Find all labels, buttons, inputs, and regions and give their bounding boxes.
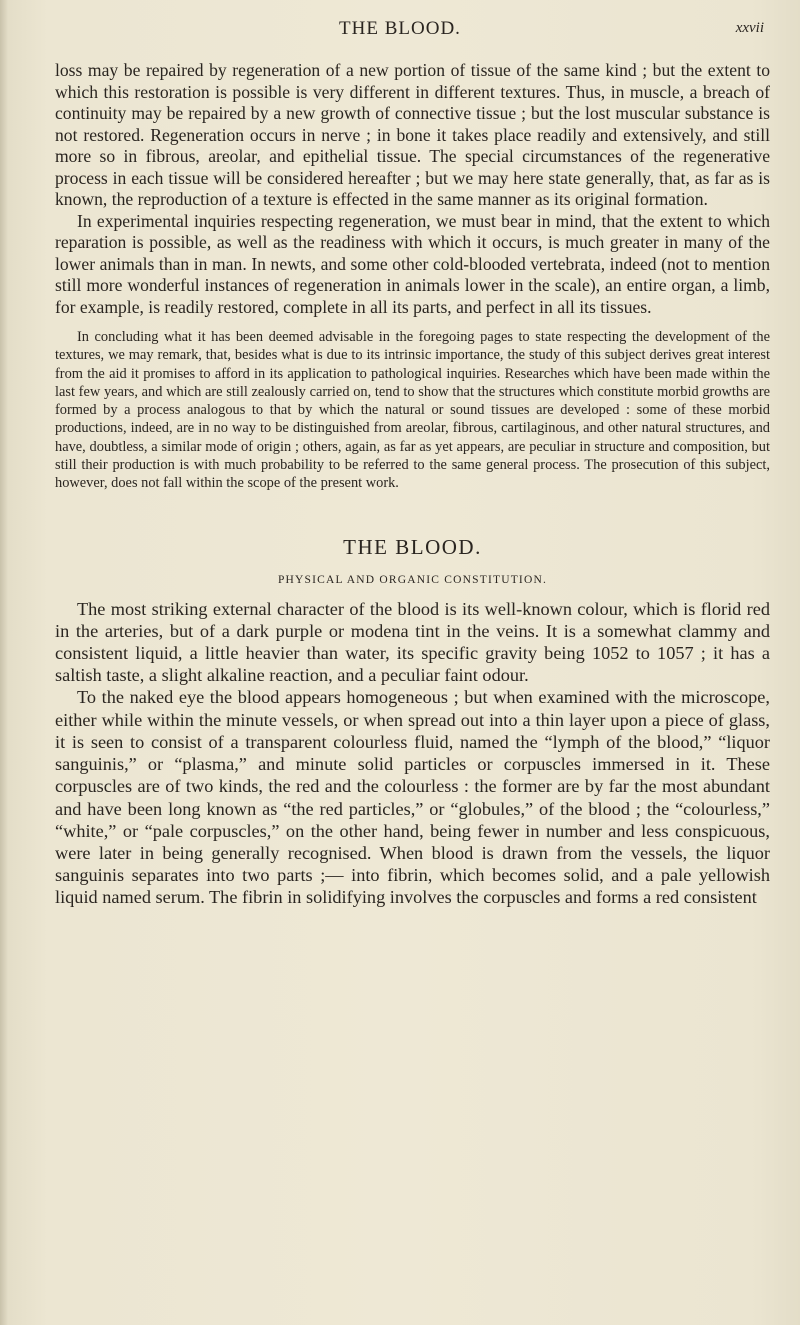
running-head bbox=[0, 18, 800, 48]
running-head-title: THE BLOOD. bbox=[339, 18, 461, 39]
page-gutter-shadow bbox=[0, 0, 8, 1325]
body-paragraph: The most striking external character of the blood is its well-known colour, which is florid red in the arteries, but of a dark purple or modena tint in the veins. It is a somewhat clammy and consistent liquid, a little heavier than water, its specific gravity being 1052 to 1057 ; it has a saltish taste, a slight alkaline reaction, and a peculiar faint odour. bbox=[55, 598, 770, 686]
section-subtitle: PHYSICAL AND ORGANIC CONSTITUTION. bbox=[277, 573, 548, 586]
page-content bbox=[55, 60, 770, 909]
body-paragraph: To the naked eye the blood appears homogeneous ; but when examined with the microscope, either while within the minute vessels, or when spread out into a thin layer upon a piece of glass, it is seen to consist of a transparent colourless fluid, named the “lymph of the blood,” “liquor sanguinis,” or “plasma,” and minute solid particles or corpuscles immersed in it. These corpuscles are of two kinds, the red and the colourless : the former are by far the most abundant and have been long known as “the red particles,” or “globules,” of the blood ; the “colourless,” “white,” or “pale corpuscles,” on the other hand, being fewer in number and less conspicuous, were later in being generally recognised. When blood is drawn from the vessels, the liquor sanguinis separates into two parts ;— into fibrin, which becomes solid, and a pale yellowish liquid named serum. The fibrin in solidifying involves the corpuscles and forms a red consistent bbox=[55, 687, 770, 908]
small-print-paragraph: In concluding what it has been deemed advisable in the foregoing pages to state respecting the development of the textures, we may remark, that, besides what is due to its intrinsic importance, the study of this subject derives great interest from the aid it promises to afford in its application to pathological inquiries. Researches which have been made within the last few years, and which are still zealously carried on, tend to show that the structures which constitute morbid growths are formed by a process analogous to that by which the natural or sound tissues are developed : some of these morbid productions, indeed, are in no way to be distinguished from areolar, fibrous, cartilaginous, and other natural structures, and have, doubtless, a similar mode of origin ; others, again, as far as yet appears, are peculiar in structure and composition, but still their production is with much probability to be referred to the same general process. The prosecution of this subject, however, does not fall within the scope of the present work. bbox=[55, 329, 770, 492]
page-number: xxvii bbox=[735, 20, 764, 36]
section-body bbox=[55, 598, 770, 909]
body-paragraph: loss may be repaired by regeneration of a new portion of tissue of the same kind ; but the extent to which this restoration is possible is very different in different textures. Thus, in muscle, a breach of continuity may be repaired by a new growth of connective tissue ; but the lost muscular substance is not restored. Regeneration occurs in nerve ; in bone it takes place readily and extensively, and still more so in fibrous, areolar, and epithelial tissue. The special circumstances of the regenerative process in each tissue will be considered hereafter ; but we may here state generally, that, as far as is known, the reproduction of a texture is effected in the same manner as its original formation. bbox=[55, 60, 770, 209]
section-title: THE BLOOD. bbox=[343, 534, 482, 559]
body-paragraph: In experimental inquiries respecting regeneration, we must bear in mind, that the extent to which reparation is possible, as well as the readiness with which it occurs, is much greater in many of the lower animals than in man. In newts, and some other cold-blooded vertebrata, indeed (not to mention still more wonderful instances of regeneration in animals lower in the scale), an entire organ, a limb, for example, is readily restored, complete in all its parts, and perfect in all its tissues. bbox=[55, 210, 770, 317]
